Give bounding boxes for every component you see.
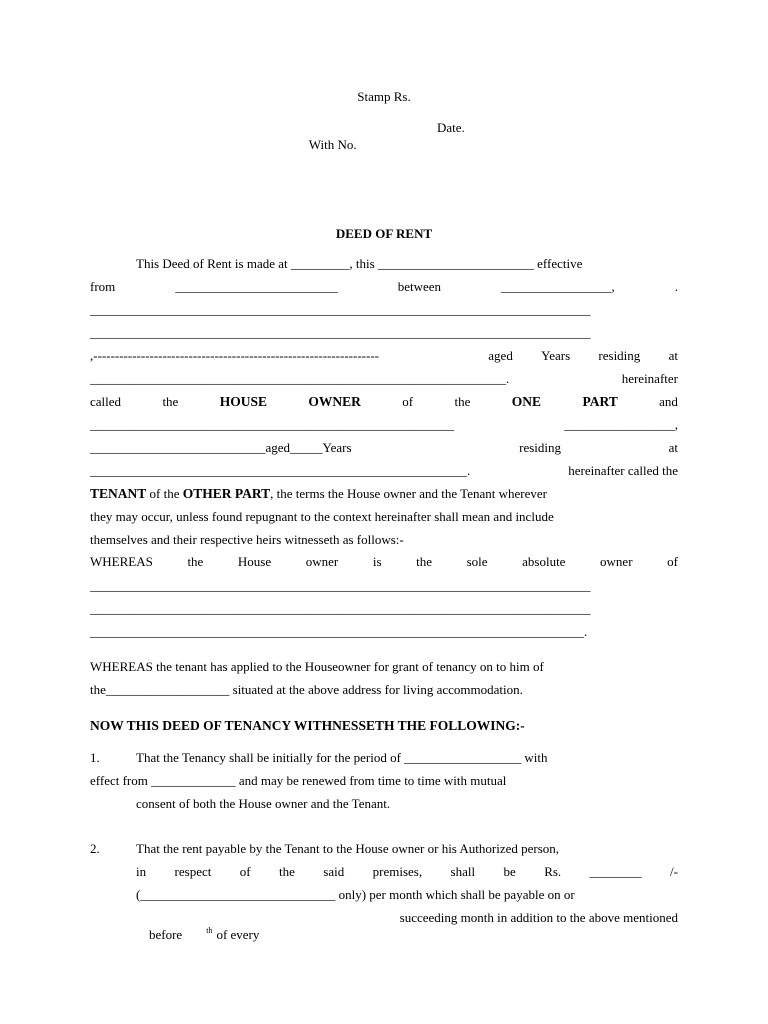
word: at [668, 440, 678, 455]
clause-1-line-2: effect from _____________ and may be renewed from time to time with mutual [90, 773, 507, 788]
word: residing [519, 440, 562, 455]
blank: _________________, [564, 417, 678, 432]
word-bold: ONE [511, 394, 542, 409]
p2-line-2: _____________________________________________________________________________ [90, 578, 591, 593]
p2-line-1 [90, 553, 678, 570]
word: hereinafter called the [568, 463, 678, 478]
word: sole [466, 554, 488, 569]
stamp-label: Stamp Rs. [357, 89, 411, 104]
p1-line-13: themselves and their respective heirs witnesseth as follows:- [90, 532, 404, 547]
p3-line-2: the___________________ situated at the above address for living accommodation. [90, 682, 523, 697]
word: /- [669, 864, 678, 879]
word: owner [600, 554, 633, 569]
heading-tenancy [90, 717, 678, 734]
word: the [416, 554, 432, 569]
date-label: Date. [437, 120, 465, 135]
p1-line-10 [90, 462, 678, 479]
p1-line-2 [90, 278, 678, 295]
word: , the terms the House owner and the Tenant wherever [270, 486, 547, 501]
clause-2-line-3: (______________________________ only) per month which shall be payable on or [136, 887, 575, 902]
tenant-bold: TENANT [90, 486, 147, 501]
p2-line-3: _____________________________________________________________________________ [90, 601, 591, 616]
blank: ________________________________________________________________. [90, 371, 510, 386]
word-bold: HOUSE [219, 394, 267, 409]
word: of [402, 394, 414, 409]
word: WHEREAS [90, 554, 153, 569]
p1-line-9 [90, 439, 678, 456]
with-no-text: With No. [308, 137, 357, 152]
word-bold: OWNER [308, 394, 361, 409]
word: absolute [522, 554, 566, 569]
clause-2-line-2 [136, 863, 678, 880]
word: succeeding month in addition to the above mentioned [399, 910, 678, 925]
p1-line-4: _____________________________________________________________________________ [90, 325, 591, 340]
word: is [372, 554, 382, 569]
word: and [659, 394, 678, 409]
word: shall [450, 864, 476, 879]
word: the [162, 394, 179, 409]
word: between [397, 279, 442, 294]
p1-line-8 [90, 416, 678, 433]
word: Years [541, 348, 571, 363]
word: of [667, 554, 678, 569]
word-bold: PART [582, 394, 618, 409]
word: respect [174, 864, 212, 879]
word: be [503, 864, 516, 879]
clause-2-number: 2. [90, 841, 100, 856]
word: at [668, 348, 678, 363]
blank: ________ [589, 864, 642, 879]
word: the [187, 554, 204, 569]
word: said [323, 864, 345, 879]
word: of every [216, 927, 260, 942]
p1-line-3: _____________________________________________________________________________ [90, 302, 591, 317]
p1-line-6 [90, 370, 678, 387]
p1-line-5 [90, 347, 678, 364]
p3-line-1: WHEREAS the tenant has applied to the Houseowner for grant of tenancy on to him of [90, 659, 544, 674]
heading-tenancy-text: NOW THIS DEED OF TENANCY WITHNESSETH THE FOLLOWING:- [90, 718, 525, 733]
p1-line-12: they may occur, unless found repugnant to the context hereinafter shall mean and include [90, 509, 554, 524]
p2-line-4: ____________________________________________________________________________. [90, 624, 588, 639]
word: hereinafter [621, 371, 678, 386]
deed-title [0, 225, 768, 242]
other-part-bold: OTHER PART [182, 486, 271, 501]
word: called [90, 394, 122, 409]
blank: _________________________ [175, 279, 338, 294]
clause-1-line-3: consent of both the House owner and the Tenant. [136, 796, 391, 811]
word: Rs. [544, 864, 562, 879]
superscript-th: th [206, 926, 213, 935]
word: the [454, 394, 471, 409]
p1-line-11 [90, 485, 678, 502]
word: the [279, 864, 295, 879]
p1-line-7 [90, 393, 678, 410]
word: owner [305, 554, 339, 569]
word: . [674, 279, 678, 294]
blank: __________________________________________________________. [90, 463, 471, 478]
clause-1-line-1: That the Tenancy shall be initially for the period of __________________ with [136, 750, 548, 765]
word: from [90, 279, 116, 294]
word: premises, [372, 864, 423, 879]
blank: ________________________________________________________ [90, 417, 454, 432]
clause-1-number: 1. [90, 750, 100, 765]
word: of [239, 864, 251, 879]
word: House [237, 554, 272, 569]
word: before [149, 927, 183, 942]
word: residing [598, 348, 641, 363]
word: aged [488, 348, 513, 363]
dashes: ,------------------------------------------------------------------ [90, 348, 379, 363]
word: ___________________________aged_____Years [90, 440, 352, 455]
clause-2-line-4 [136, 909, 678, 960]
blank: _________________, [501, 279, 615, 294]
deed-title-text: DEED OF RENT [335, 226, 433, 241]
clause-2-line-1: That the rent payable by the Tenant to the House owner or his Authorized person, [136, 841, 560, 856]
p1-line-1: This Deed of Rent is made at _________, this ________________________ effective [136, 256, 583, 271]
word: of the [146, 486, 183, 501]
word: in [136, 864, 147, 879]
